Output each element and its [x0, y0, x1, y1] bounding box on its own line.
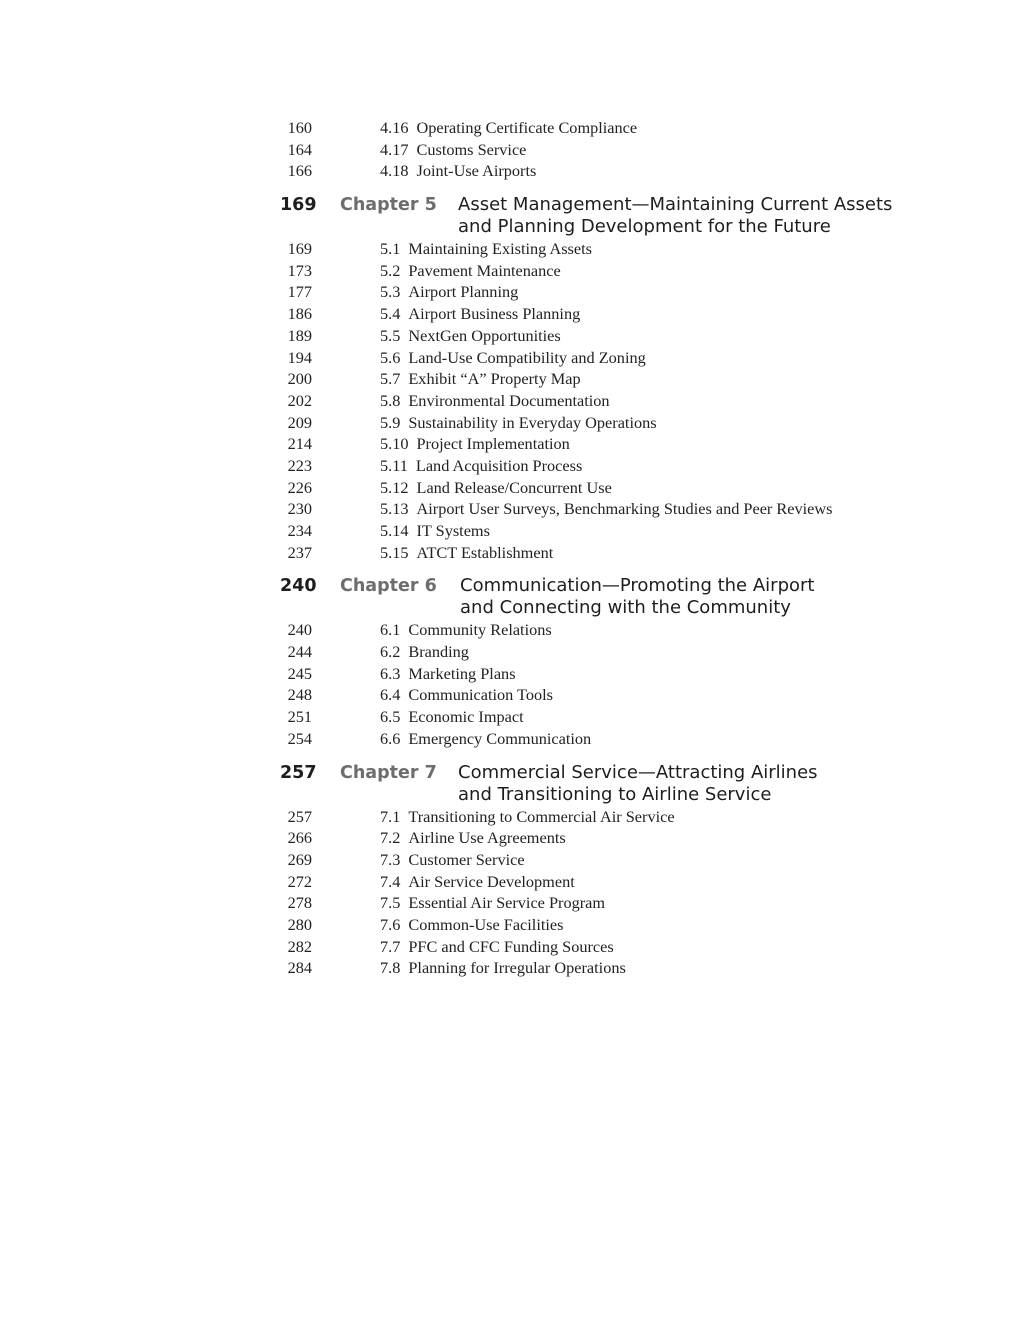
entry-page-number: 284 [287, 958, 312, 978]
toc-entry [280, 706, 980, 728]
toc-entry [280, 160, 980, 182]
entry-page-number: 202 [287, 390, 312, 410]
entry-section [380, 160, 536, 182]
chapter-title-line-1: Communication—Promoting the Airport [460, 575, 815, 597]
entry-section-number: 5.1 [380, 239, 401, 259]
entry-page-number: 244 [287, 642, 312, 662]
chapter-label: Chapter 7 [340, 762, 437, 783]
toc-entry [280, 260, 980, 282]
toc-entry [280, 347, 980, 369]
entry-section-title: Land Acquisition Process [415, 455, 583, 475]
entry-section-title: NextGen Opportunities [408, 325, 561, 345]
entry-page-number: 254 [287, 728, 312, 748]
entry-section-number: 4.16 [380, 118, 409, 137]
toc-entry [280, 390, 980, 412]
entry-section [380, 871, 575, 893]
entry-section-title: Essential Air Service Program [408, 893, 606, 913]
entry-page-number: 223 [287, 455, 312, 475]
entry-section-title: Pavement Maintenance [408, 260, 561, 280]
toc-entry [280, 139, 980, 161]
entry-section-number: 7.5 [380, 893, 401, 913]
entry-page-number: 230 [287, 499, 312, 519]
toc-entry [280, 542, 980, 564]
entry-section [380, 139, 526, 161]
entry-section [380, 849, 525, 871]
entry-section-number: 5.7 [380, 369, 401, 389]
chapter-label: Chapter 5 [340, 195, 437, 216]
entry-page-number: 209 [287, 412, 312, 432]
toc-entry [280, 641, 980, 663]
entry-section-number: 4.17 [380, 139, 409, 159]
entry-section-title: Airport User Surveys, Benchmarking Studies and Peer Reviews [416, 499, 833, 519]
entry-page-number: 169 [287, 239, 312, 259]
toc-entry [280, 455, 980, 477]
entry-section-number: 7.3 [380, 849, 401, 869]
entry-section [380, 117, 637, 139]
chapter-title-line-2: and Transitioning to Airline Service [458, 783, 772, 805]
entry-section-title: Exhibit “A” Property Map [408, 369, 581, 389]
entry-page-number: 194 [287, 347, 312, 367]
toc-entry [280, 806, 980, 828]
entry-page-number: 269 [287, 849, 312, 869]
entry-section-number: 6.2 [380, 642, 401, 662]
entry-section [380, 390, 610, 412]
entry-section-number: 6.1 [380, 620, 401, 640]
entry-section [380, 542, 553, 564]
entry-page-number: 272 [287, 871, 312, 891]
entry-page-number: 226 [287, 477, 312, 497]
entry-section-title: Planning for Irregular Operations [408, 958, 626, 978]
entry-section-title: Community Relations [408, 620, 552, 640]
entry-page-number: 189 [287, 325, 312, 345]
toc-entry [280, 936, 980, 958]
entry-section [380, 412, 657, 434]
entry-section-number: 5.8 [380, 390, 401, 410]
entry-section-number: 6.3 [380, 663, 401, 683]
entry-page-number: 280 [287, 914, 312, 934]
entry-page-number: 173 [287, 260, 312, 280]
entry-section [380, 619, 552, 641]
chapter-title-line-1: Asset Management—Maintaining Current Assets [458, 194, 893, 216]
entry-section-title: Airport Planning [408, 282, 519, 302]
toc-entry [280, 827, 980, 849]
entry-section [380, 498, 833, 520]
toc-entry [280, 477, 980, 499]
toc-entry [280, 663, 980, 685]
entry-section-number: 7.2 [380, 828, 401, 848]
entry-section-title: Transitioning to Commercial Air Service [408, 806, 675, 826]
entry-page-number: 257 [287, 806, 312, 826]
entry-section [380, 433, 570, 455]
entry-section-title: Maintaining Existing Assets [408, 239, 592, 259]
entry-section-title: Land-Use Compatibility and Zoning [408, 347, 646, 367]
toc-entry [280, 957, 980, 979]
entry-page-number: 240 [287, 620, 312, 640]
entry-section-title: Emergency Communication [408, 728, 592, 748]
entry-section-title: Project Implementation [416, 434, 570, 454]
entry-page-number: 248 [287, 685, 312, 705]
toc-entry [280, 325, 980, 347]
entry-page-number: 266 [287, 828, 312, 848]
entry-section-title: Economic Impact [408, 707, 524, 727]
table-of-contents [280, 117, 980, 979]
toc-entry [280, 368, 980, 390]
chapter-heading-5 [280, 193, 980, 238]
toc-entry [280, 619, 980, 641]
entry-section-title: Land Release/Concurrent Use [416, 477, 612, 497]
entry-section-number: 7.4 [380, 871, 401, 891]
entry-section-title: Environmental Documentation [408, 390, 610, 410]
toc-entry [280, 849, 980, 871]
entry-page-number: 237 [287, 542, 312, 562]
toc-entry [280, 498, 980, 520]
entry-section-title: Marketing Plans [408, 663, 516, 683]
entry-page-number: 186 [287, 304, 312, 324]
chapter-title-line-2: and Connecting with the Community [460, 597, 791, 619]
entry-section-number: 5.5 [380, 325, 401, 345]
entry-section-number: 5.9 [380, 412, 401, 432]
entry-section-title: Customs Service [416, 139, 527, 159]
entry-section-number: 7.1 [380, 806, 401, 826]
chapter-title-line-2: and Planning Development for the Future [458, 216, 831, 238]
entry-section-number: 5.3 [380, 282, 401, 302]
entry-page-number: 245 [287, 663, 312, 683]
entry-section-number: 7.6 [380, 914, 401, 934]
toc-entry [280, 892, 980, 914]
entry-section-number: 5.4 [380, 304, 401, 324]
entry-section [380, 728, 591, 750]
entry-section [380, 936, 614, 958]
chapter-page-number: 169 [280, 195, 317, 216]
entry-section-number: 6.5 [380, 707, 401, 727]
toc-entry [280, 412, 980, 434]
entry-section [380, 260, 561, 282]
entry-section-number: 5.11 [380, 455, 408, 475]
entry-section-title: Customer Service [408, 849, 525, 869]
entry-section-number: 5.6 [380, 347, 401, 367]
entry-section-number: 5.12 [380, 477, 409, 497]
entry-section [380, 827, 566, 849]
entry-page-number: 234 [287, 521, 312, 540]
entry-section-title: Sustainability in Everyday Operations [408, 412, 657, 432]
entry-section [380, 455, 582, 477]
entry-section-number: 6.4 [380, 685, 401, 705]
chapter-label: Chapter 6 [340, 576, 437, 597]
toc-entry [280, 238, 980, 260]
entry-page-number: 160 [287, 118, 312, 137]
entry-section [380, 368, 581, 390]
entry-page-number: 200 [287, 369, 312, 389]
entry-page-number: 166 [287, 161, 312, 181]
entry-section-title: Operating Certificate Compliance [416, 118, 638, 137]
toc-entry [280, 914, 980, 936]
chapter-heading-6 [280, 574, 980, 619]
entry-section [380, 325, 561, 347]
entry-section-title: PFC and CFC Funding Sources [408, 936, 614, 956]
entry-section-number: 7.8 [380, 958, 401, 978]
entry-section-number: 4.18 [380, 161, 409, 181]
entry-section [380, 914, 563, 936]
entry-page-number: 177 [287, 282, 312, 302]
entry-section-title: Joint-Use Airports [416, 161, 537, 181]
chapter-heading-7 [280, 761, 980, 806]
entry-section [380, 892, 605, 914]
entry-page-number: 282 [287, 936, 312, 956]
entry-section-title: Airport Business Planning [408, 304, 581, 324]
entry-page-number: 278 [287, 893, 312, 913]
entry-section-title: ATCT Establishment [416, 542, 554, 562]
entry-section [380, 281, 518, 303]
toc-entry [280, 684, 980, 706]
entry-page-number: 251 [287, 707, 312, 727]
entry-section-title: Air Service Development [408, 871, 575, 891]
toc-entry [280, 117, 980, 139]
chapter-page-number: 240 [280, 576, 317, 597]
entry-section [380, 520, 490, 542]
entry-section [380, 238, 592, 260]
chapter-title [458, 762, 818, 806]
entry-section [380, 477, 612, 499]
toc-entry [280, 303, 980, 325]
entry-section-title: IT Systems [416, 521, 490, 540]
entry-section-number: 5.10 [380, 434, 409, 454]
entry-section-number: 5.15 [380, 542, 409, 562]
entry-section [380, 957, 626, 979]
toc-entry [280, 520, 980, 542]
chapter-title-line-1: Commercial Service—Attracting Airlines [458, 761, 818, 783]
entry-section-number: 5.13 [380, 499, 409, 519]
toc-entry [280, 871, 980, 893]
entry-section [380, 347, 646, 369]
chapter-page-number: 257 [280, 762, 317, 783]
entry-section-title: Airline Use Agreements [408, 828, 566, 848]
toc-entry [280, 281, 980, 303]
entry-section-number: 5.14 [380, 521, 409, 540]
entry-section [380, 706, 524, 728]
toc-entry [280, 728, 980, 750]
entry-section-number: 5.2 [380, 260, 401, 280]
entry-section-title: Common-Use Facilities [408, 914, 564, 934]
entry-section-title: Communication Tools [408, 685, 553, 705]
entry-section-number: 6.6 [380, 728, 401, 748]
toc-entry [280, 433, 980, 455]
entry-section [380, 806, 675, 828]
entry-section [380, 663, 516, 685]
chapter-title [460, 575, 814, 619]
entry-section [380, 684, 553, 706]
chapter-title [458, 194, 892, 238]
entry-section-title: Branding [408, 642, 469, 662]
entry-section [380, 303, 580, 325]
entry-page-number: 164 [287, 139, 312, 159]
entry-section-number: 7.7 [380, 936, 401, 956]
entry-page-number: 214 [287, 434, 312, 454]
entry-section [380, 641, 469, 663]
